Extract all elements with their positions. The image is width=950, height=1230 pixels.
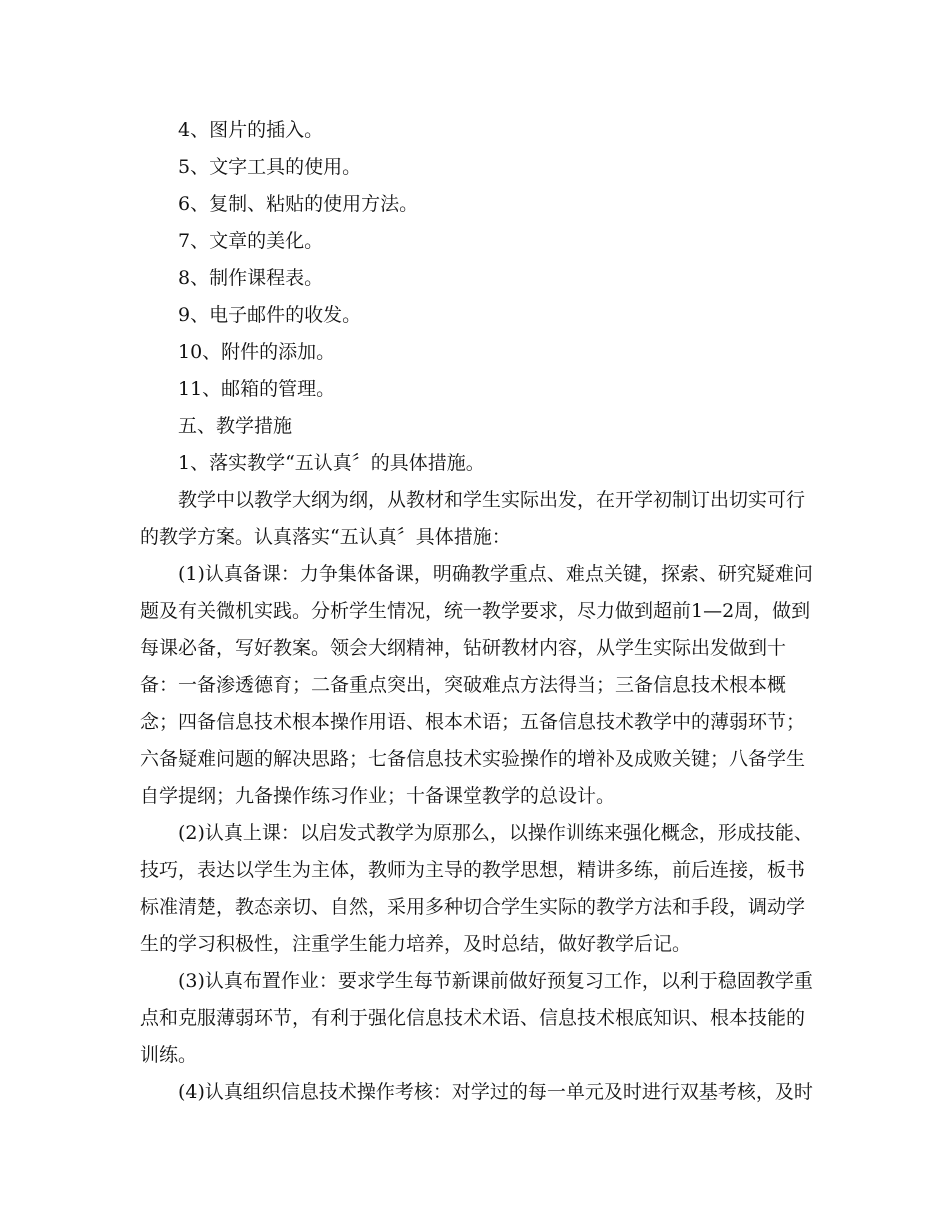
- paragraph-line: 训练。: [140, 1044, 198, 1066]
- list-item: 6、复制、粘贴的使用方法。: [178, 193, 419, 215]
- list-item: 8、制作课程表。: [178, 267, 324, 289]
- paragraph-line: 备：一备渗透德育；二备重点突出，突破难点方法得当；三备信息技术根本概: [140, 674, 787, 696]
- paragraph-line: (3)认真布置作业：要求学生每节新课前做好预复习工作，以利于稳固教学重: [178, 970, 813, 992]
- paragraph-line: 技巧，表达以学生为主体，教师为主导的教学思想，精讲多练，前后连接，板书: [140, 859, 806, 881]
- paragraph-line: (2)认真上课：以启发式教学为原那么，以操作训练来强化概念，形成技能、: [178, 822, 813, 844]
- paragraph-line: 每课必备，写好教案。领会大纲精神，钻研教材内容，从学生实际出发做到十: [140, 637, 787, 659]
- list-item: 4、图片的插入。: [178, 119, 324, 141]
- paragraph-line: 标准清楚，教态亲切、自然，采用多种切合学生实际的教学方法和手段，调动学: [140, 896, 806, 918]
- section-heading: 五、教学措施: [178, 415, 293, 437]
- paragraph-line: 点和克服薄弱环节，有利于强化信息技术术语、信息技术根底知识、根本技能的: [140, 1007, 806, 1029]
- list-item: 10、附件的添加。: [178, 341, 336, 363]
- list-item: 5、文字工具的使用。: [178, 156, 362, 178]
- list-item: 9、电子邮件的收发。: [178, 304, 362, 326]
- paragraph-line: (4)认真组织信息技术操作考核：对学过的每一单元及时进行双基考核，及时: [178, 1081, 813, 1103]
- list-item: 7、文章的美化。: [178, 230, 324, 252]
- list-item: 11、邮箱的管理。: [178, 378, 336, 400]
- paragraph-line: 生的学习积极性，注重学生能力培养，及时总结，做好教学后记。: [140, 933, 692, 955]
- subsection-heading: 1、落实教学“五认真〞的具体措施。: [178, 452, 485, 474]
- paragraph-line: 的教学方案。认真落实“五认真〞具体措施：: [140, 526, 511, 548]
- paragraph-line: 六备疑难问题的解决思路；七备信息技术实验操作的增补及成败关键；八备学生: [140, 748, 806, 770]
- paragraph-line: 念；四备信息技术根本操作用语、根本术语；五备信息技术教学中的薄弱环节；: [140, 711, 806, 733]
- paragraph-line: (1)认真备课：力争集体备课，明确教学重点、难点关键，探索、研究疑难问: [178, 563, 813, 585]
- paragraph-line: 教学中以教学大纲为纲，从教材和学生实际出发，在开学初制订出切实可行: [178, 489, 806, 511]
- paragraph-line: 题及有关微机实践。分析学生情况，统一教学要求，尽力做到超前1—2周，做到: [140, 600, 811, 622]
- paragraph-line: 自学提纲；九备操作练习作业；十备课堂教学的总设计。: [140, 785, 616, 807]
